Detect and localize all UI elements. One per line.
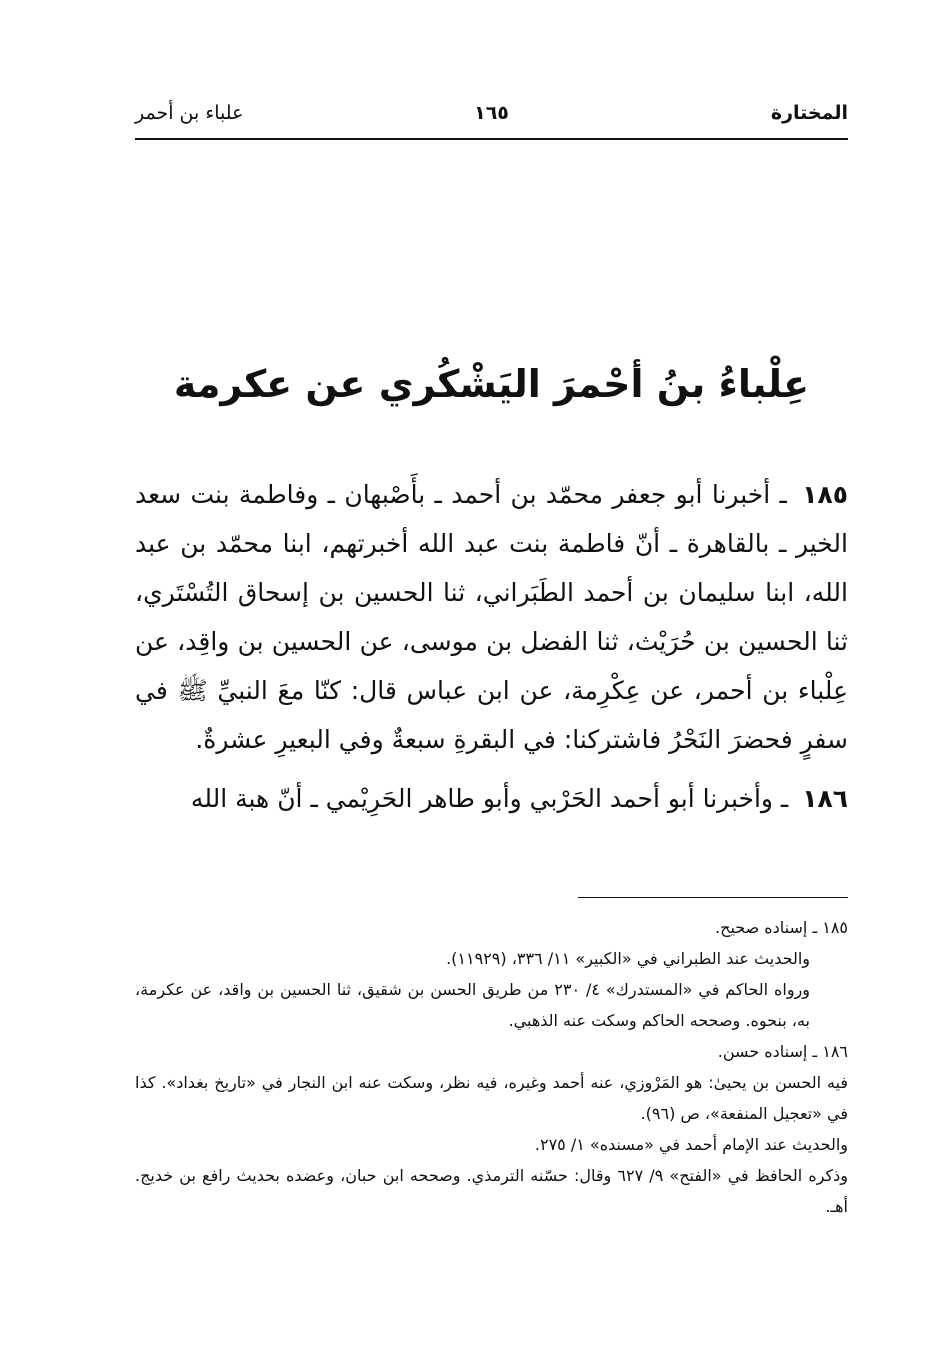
header-chapter-name: علباء بن أحمر xyxy=(135,102,244,124)
hadith-paragraph xyxy=(135,470,848,764)
running-header xyxy=(135,96,848,136)
footnote-line: والحديث عند الإمام أحمد في «مسنده» ١/ ٢٧٥. xyxy=(534,1135,848,1154)
hadith-paragraph xyxy=(135,774,848,823)
footnote-line: فيه الحسن بن يحيىٰ: هو المَرْوزي، عنه أحمد وغيره، فيه نظر، وسكت عنه ابن النجار في «تاريخ بغداد». كذا في «تعجيل المنفعة»، ص (٩٦). xyxy=(135,1073,848,1123)
footnotes xyxy=(135,912,848,1222)
footnote-divider xyxy=(578,897,848,898)
hadith-number: ١٨٦ xyxy=(802,784,848,813)
footnote-line: ١٨٦ ـ إسناده حسن. xyxy=(717,1042,848,1061)
hadith-number: ١٨٥ xyxy=(802,480,848,509)
main-text xyxy=(135,470,848,837)
page-number: ١٦٥ xyxy=(474,102,509,124)
footnote-line: ١٨٥ ـ إسناده صحيح. xyxy=(715,918,848,937)
header-book-title: المختارة xyxy=(770,102,848,124)
hadith-text: ـ أخبرنا أبو جعفر محمّد بن أحمد ـ بأَصْبهان ـ وفاطمة بنت سعد الخير ـ بالقاهرة ـ أنّ فاطمة بنت عبد الله أخبرتهم، ابنا محمّد بن عبد الله، ابنا سليمان بن أحمد الطَبَراني، ثنا الحسين بن إسحاق التُسْتَري، ثنا الحسين بن حُرَيْث، ثنا الفضل بن موسى، عن الحسين بن واقِد، عن عِلْباء بن أحمر، عن عِكْرِمة، عن ابن عباس قال: كنّا معَ النبيِّ ﷺ في سفرٍ فحضرَ النَحْرُ فاشتركنا: في البقرةِ سبعةٌ وفي البعيرِ عشرةٌ. xyxy=(135,480,848,754)
header-divider xyxy=(135,138,848,140)
footnote-line: وذكره الحافظ في «الفتح» ٩/ ٦٢٧ وقال: حسّنه الترمذي. وصححه ابن حبان، وعضده بحديث رافع بن خديج. أهـ. xyxy=(135,1166,848,1216)
hadith-text: ـ وأخبرنا أبو أحمد الحَرْبي وأبو طاهر الحَرِيْمي ـ أنّ هبة الله xyxy=(190,784,789,813)
chapter-title: عِلْباءُ بنُ أحْمرَ اليَشْكُري عن عكرمة xyxy=(173,362,810,406)
footnote-line: والحديث عند الطبراني في «الكبير» ١١/ ٣٣٦، (١١٩٢٩). xyxy=(446,949,810,968)
footnote-line: ورواه الحاكم في «المستدرك» ٤/ ٢٣٠ من طريق الحسن بن شقيق، ثنا الحسين بن واقد، عن عكرمة، به، بنحوه. وصححه الحاكم وسكت عنه الذهبي. xyxy=(135,980,811,1030)
